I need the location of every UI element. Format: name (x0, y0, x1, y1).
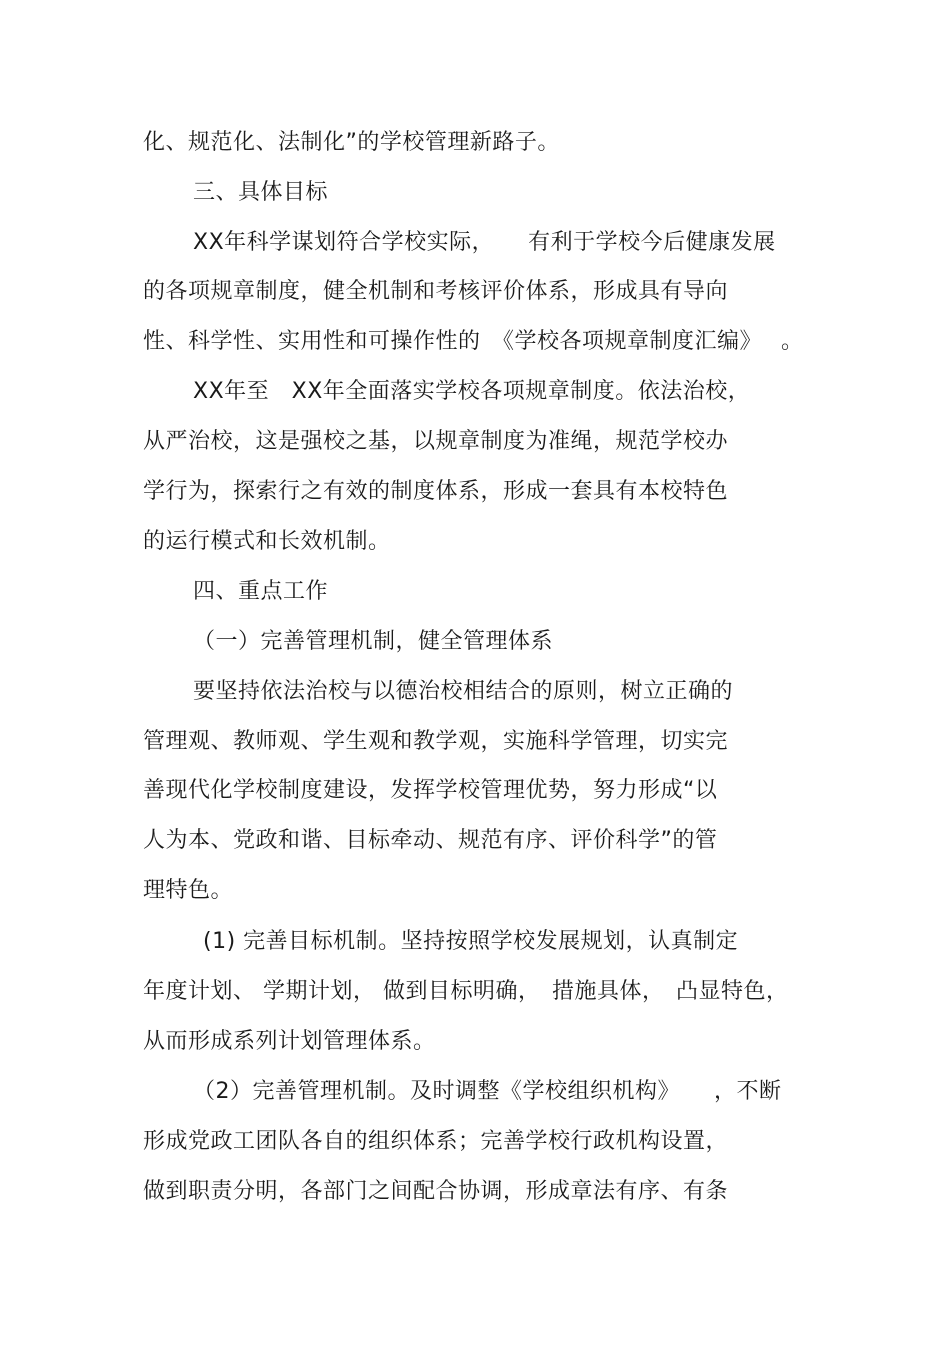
text-line: 的各项规章制度，健全机制和考核评价体系，形成具有导向 (143, 279, 729, 304)
text-line: 形成党政工团队各自的组织体系；完善学校行政机构设置， (143, 1129, 729, 1154)
section-heading: 三、具体目标 (193, 180, 329, 205)
text-line: 管理观、教师观、学生观和教学观，实施科学管理，切实完 (143, 729, 729, 754)
text-line: 要坚持依法治校与以德治校相结合的原则，树立正确的 (193, 679, 734, 704)
text-line: 从严治校，这是强校之基，以规章制度为准绳，规范学校办 (143, 429, 729, 454)
text-line: 理特色。 (143, 878, 234, 903)
text-line: (1) 完善目标机制。坚持按照学校发展规划，认真制定 (203, 929, 739, 954)
text-line: 化、规范化、法制化”的学校管理新路子。 (143, 130, 560, 155)
text-line: 性、科学性、实用性和可操作性的 《学校各项规章制度汇编》 。 (143, 329, 804, 354)
text-line: 做到职责分明，各部门之间配合协调，形成章法有序、有条 (143, 1179, 729, 1204)
subsection-heading: （一）完善管理机制，健全管理体系 (193, 629, 554, 654)
text-line: 的运行模式和长效机制。 (143, 529, 391, 554)
text-line: XX年至 XX年全面落实学校各项规章制度。依法治校， (193, 379, 751, 404)
text-line: （2）完善管理机制。及时调整《学校组织机构》 ，不断 (193, 1079, 782, 1104)
text-line: 学行为，探索行之有效的制度体系，形成一套具有本校特色 (143, 479, 729, 504)
text-line: 人为本、党政和谐、目标牵动、规范有序、评价科学”的管 (143, 828, 718, 853)
text-line: 善现代化学校制度建设，发挥学校管理优势，努力形成“以 (143, 778, 718, 803)
text-line: 从而形成系列计划管理体系。 (143, 1029, 436, 1054)
text-line: XX年科学谋划符合学校实际， 有利于学校今后健康发展 (193, 230, 776, 255)
section-heading: 四、重点工作 (193, 579, 329, 604)
text-line: 年度计划、 学期计划， 做到目标明确， 措施具体， 凸显特色， (143, 979, 789, 1004)
